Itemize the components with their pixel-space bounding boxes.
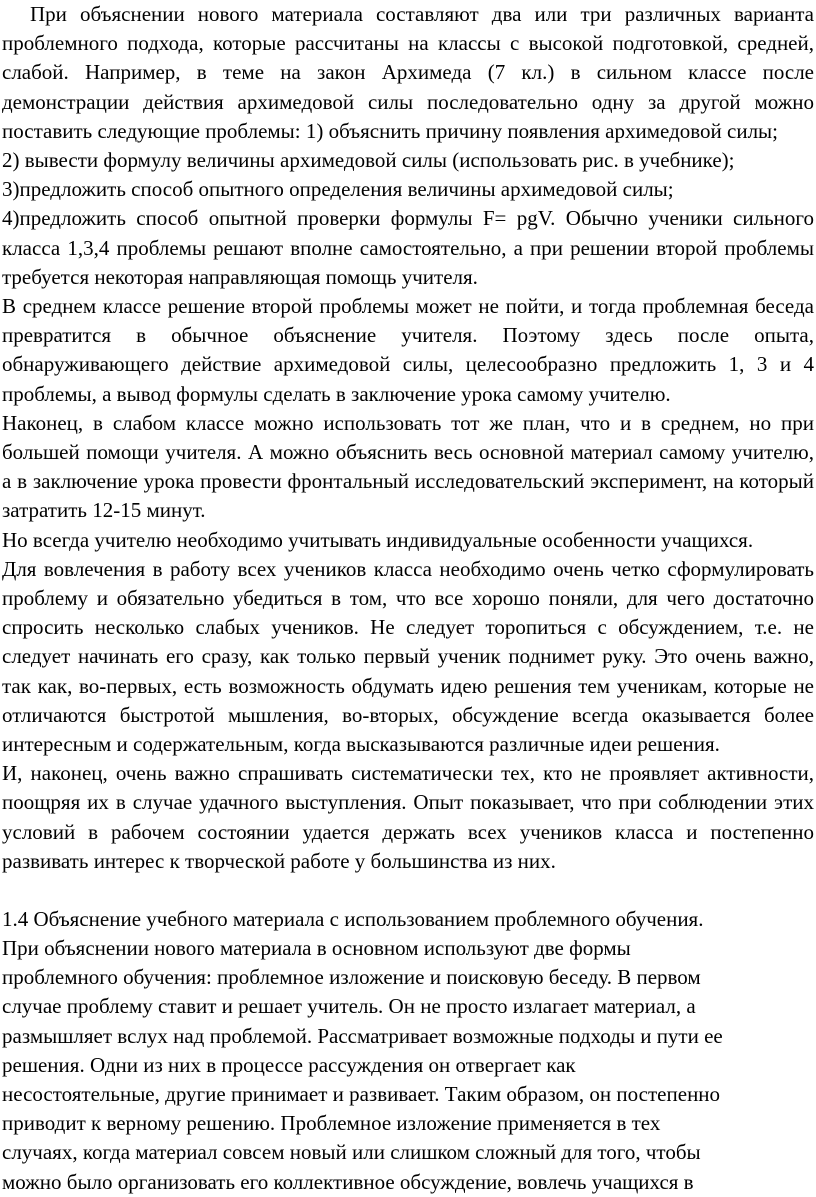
- justified-body: [2, 0, 814, 876]
- text-line: размышляет вслух над проблемой. Рассматривает возможные подходы и пути ее: [2, 1023, 723, 1048]
- text-line: несостоятельные, другие принимает и развивает. Таким образом, он постепенно: [2, 1082, 721, 1107]
- text-line: решения. Одни из них в процессе рассуждения он отвергает как: [2, 1052, 576, 1077]
- text-line: случаях, когда материал совсем новый или слишком сложный для того, чтобы: [2, 1140, 701, 1165]
- paragraph-medium-class: В среднем классе решение второй проблемы может не пойти, и тогда проблемная беседа превратится в обычное объяснение учителя. Поэтому здесь после опыта, обнаруживающего действие архимедовой силы, целесообразно предложить 1, 3 и 4 проблемы, а вывод формулы сделать в заключение урока самому учителю.: [2, 294, 814, 406]
- text-line: При объяснении нового материала в основном используют две формы: [2, 936, 631, 960]
- text-line: можно было организовать его коллективное обсуждение, вовлечь учащихся в: [2, 1169, 694, 1194]
- left-aligned-body: [2, 934, 814, 1197]
- paragraph-individual: Но всегда учителю необходимо учитывать индивидуальные особенности учащихся.: [2, 527, 754, 552]
- text-line: приводит к верному решению. Проблемное изложение применяется в тех: [2, 1111, 661, 1136]
- paragraph-weak-class: Наконец, в слабом классе можно использовать тот же план, что и в среднем, но при большей помощи учителя. А можно объяснить весь основной материал самому учителю, а в заключение урока провести фронтальный исследовательский эксперимент, на который затратить 12-15 минут.: [2, 410, 814, 523]
- paragraph-activity: И, наконец, очень важно спрашивать систематически тех, кто не проявляет активности, поощряя их в случае удачного выступления. Опыт показывает, что при соблюдении этих условий в рабочем состоянии удается держать всех учеников класса и постепенно развивать интерес к творческой работе у большинства из них.: [2, 761, 814, 873]
- paragraph-intro: При объяснении нового материала составляют два или три различных варианта проблемного подхода, которые рассчитаны на классы с высокой подготовкой, средней, слабой. Например, в теме на закон Архимеда (7 кл.) в сильном классе после демонстрации действия архимедовой силы последовательно одну за другой можно поставить следующие проблемы: 1) объяснить причину появления архимедовой силы;: [2, 2, 814, 143]
- paragraph-problem-2: 2) вывести формулу величины архимедовой силы (использовать рис. в учебнике);: [2, 148, 735, 173]
- text-line: проблемного обучения: проблемное изложение и поисковую беседу. В первом: [2, 965, 701, 990]
- paragraph-involvement: Для вовлечения в работу всех учеников класса необходимо очень четко сформулировать проблему и обязательно убедиться в том, что все хорошо поняли, для чего достаточно спросить несколько слабых учеников. Не следует торопиться с обсуждением, т.е. не следует начинать его сразу, как только первый ученик поднимет руку. Это очень важно, так как, во-первых, есть возможность обдумать идею решения тем ученикам, которые не отличаются быстротой мышления, во-вторых, обсуждение всегда оказывается более интересным и содержательным, когда высказываются различные идеи решения.: [2, 556, 814, 757]
- paragraph-problem-4: 4)предложить способ опытной проверки формулы F= pgV. Обычно ученики сильного класса 1,3,4 проблемы решают вполне самостоятельно, а при решении второй проблемы требуется некоторая направляющая помощь учителя.: [2, 206, 814, 289]
- section-heading-block: [2, 905, 814, 934]
- section-heading: 1.4 Объяснение учебного материала с использованием проблемного обучения.: [2, 907, 704, 931]
- text-line: случае проблему ставит и решает учитель. Он не просто излагает материал, а: [2, 994, 696, 1019]
- paragraph-problem-3: 3)предложить способ опытного определения величины архимедовой силы;: [2, 177, 674, 202]
